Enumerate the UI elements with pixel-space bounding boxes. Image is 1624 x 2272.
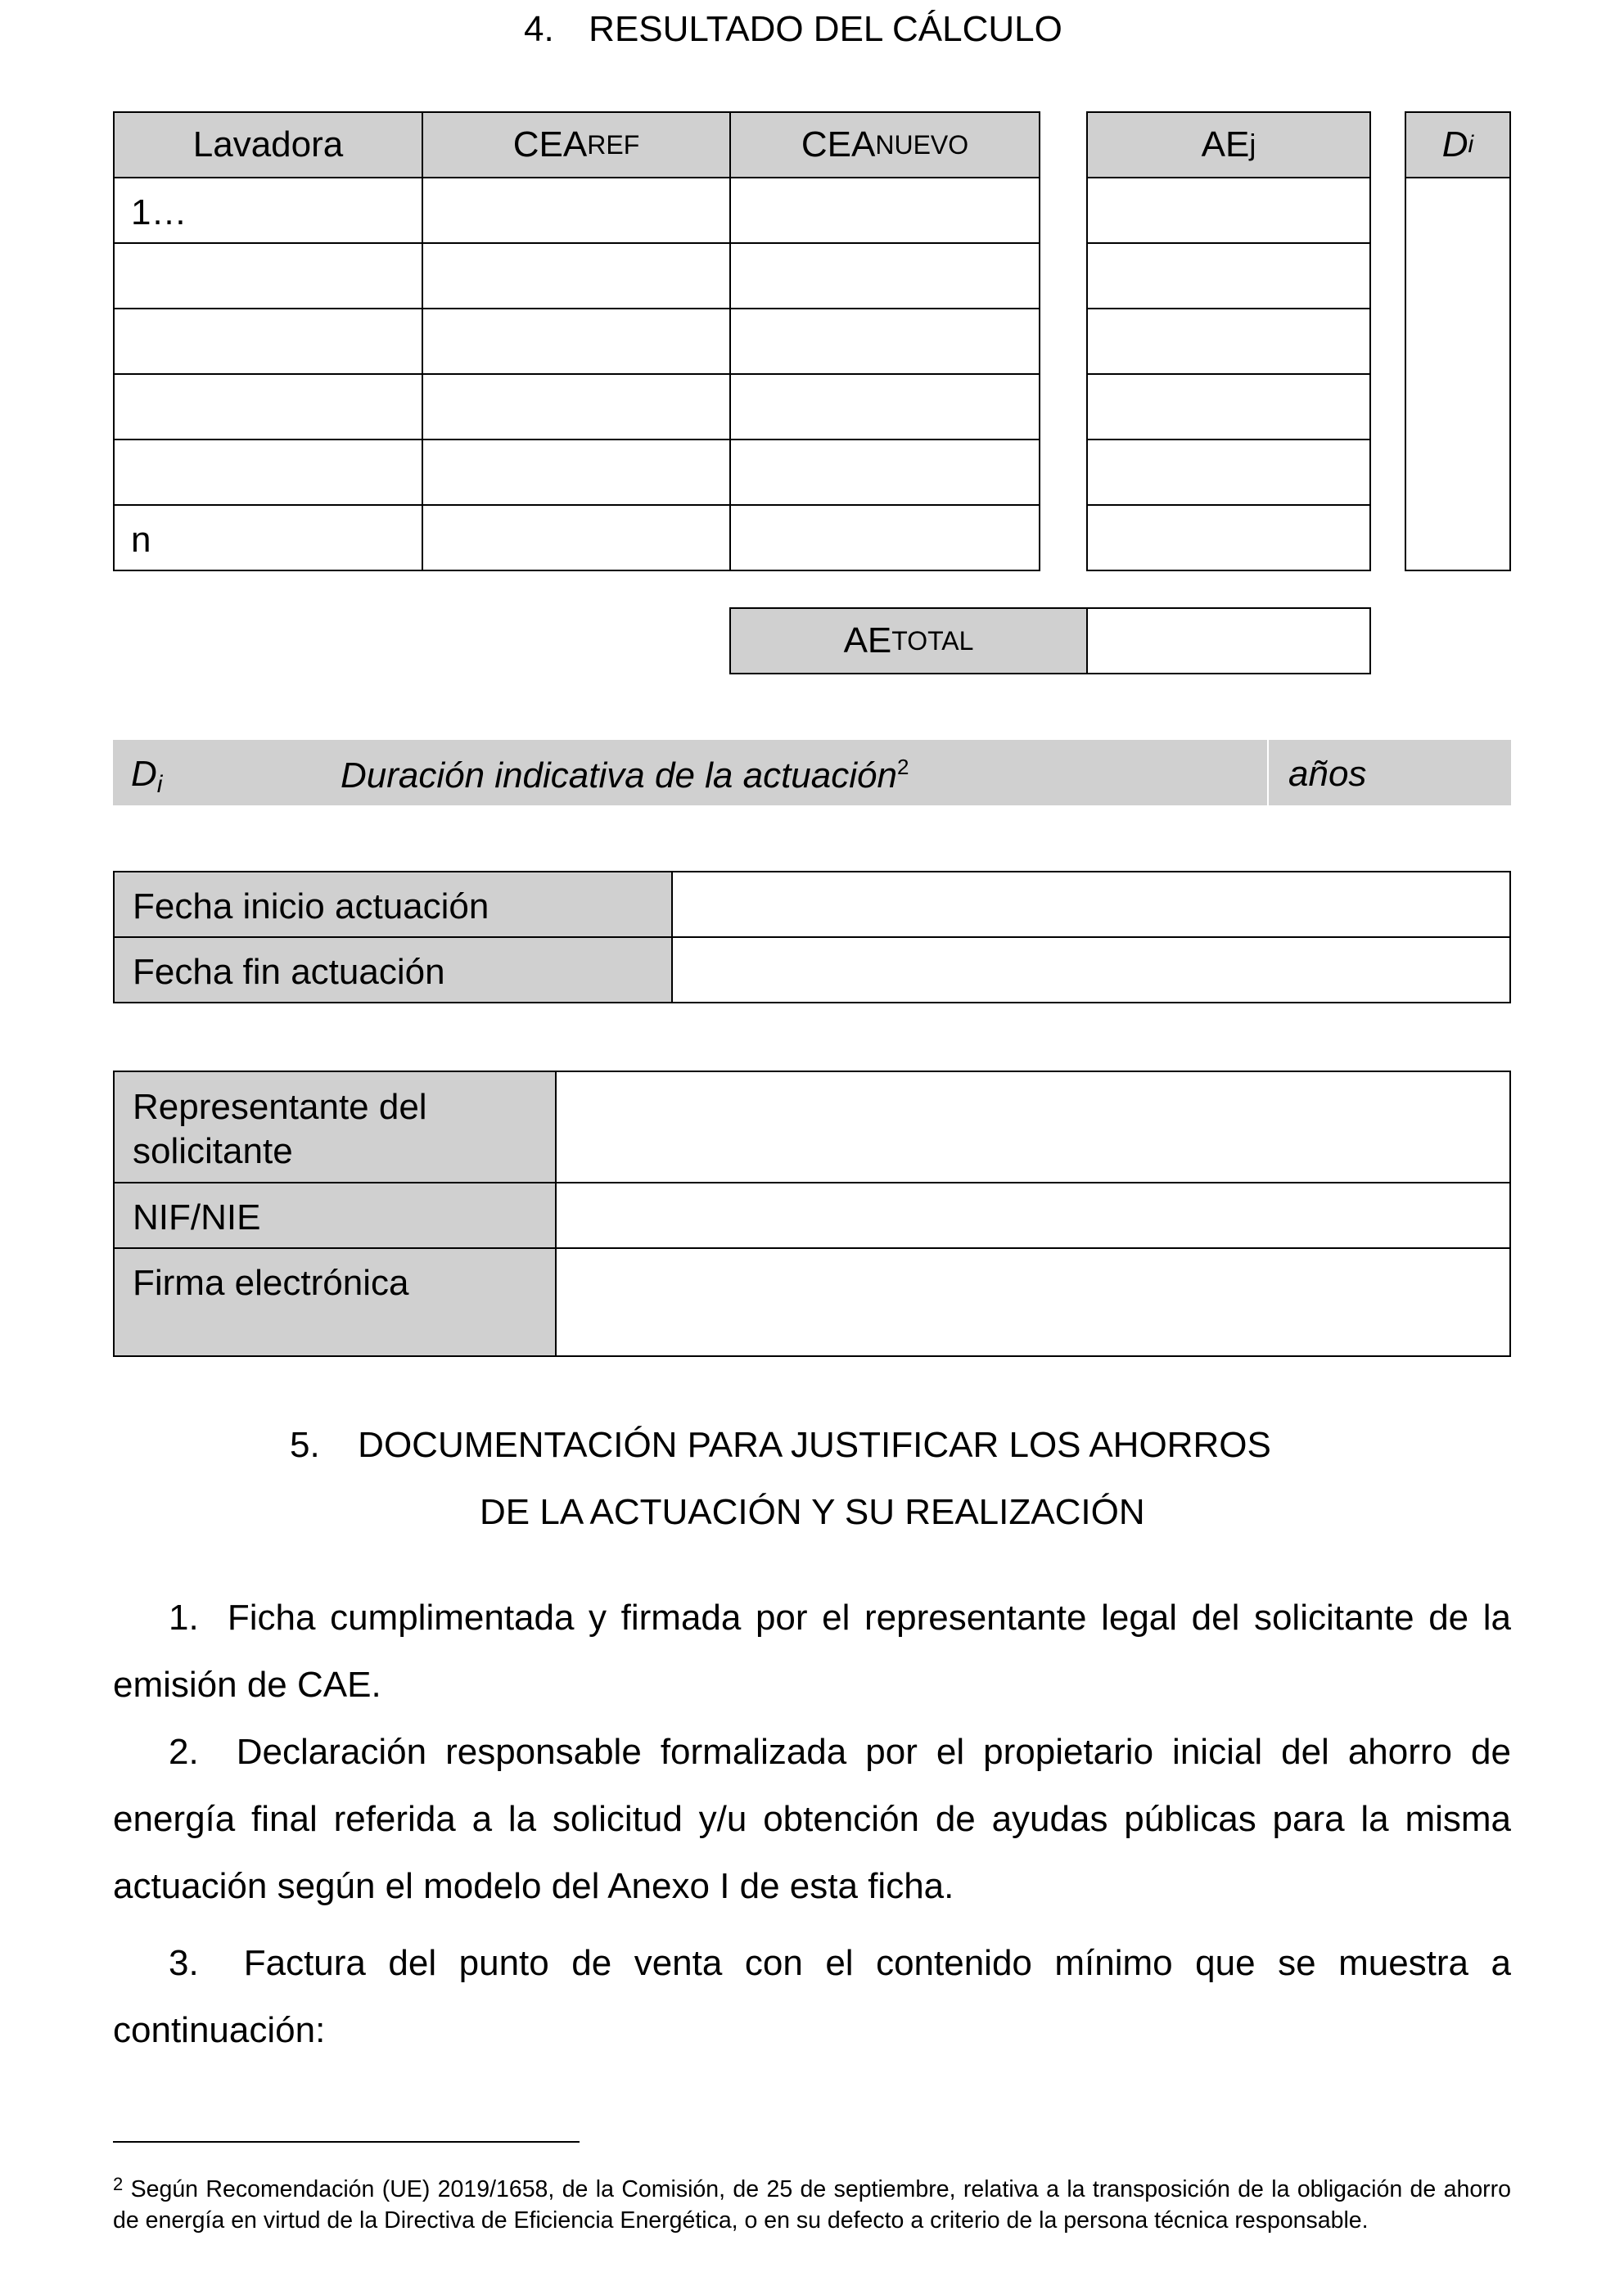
table-cell	[729, 373, 1040, 440]
signature-field[interactable]	[555, 1247, 1511, 1357]
duration-bar	[113, 740, 1511, 805]
section-4-title: RESULTADO DEL CÁLCULO	[589, 9, 1062, 49]
list-item-3	[113, 1930, 1511, 2064]
table-cell	[1086, 373, 1371, 440]
table-cell	[422, 439, 731, 506]
header-lavadora: Lavadora	[113, 111, 423, 178]
start-date-label: Fecha inicio actuación	[113, 871, 673, 938]
section-4-number: 4.	[524, 9, 554, 49]
section-5-heading-line2: DE LA ACTUACIÓN Y SU REALIZACIÓN	[480, 1492, 1145, 1532]
table-cell	[729, 242, 1040, 309]
duration-symbol: $D_i$	[131, 754, 163, 798]
list-item-text: Factura del punto de venta con el contenido mínimo que se muestra a continuación:	[113, 1943, 1511, 2050]
list-item-1	[113, 1585, 1511, 1719]
section-4-heading	[524, 11, 1062, 47]
footnote-mark: 2	[113, 2174, 124, 2194]
table-cell	[422, 373, 731, 440]
list-item-number: 2.	[169, 1732, 199, 1772]
end-date-field[interactable]	[671, 936, 1511, 1003]
section-5-heading-line1: 5. DOCUMENTACIÓN PARA JUSTIFICAR LOS AHORROS	[290, 1425, 1271, 1465]
table-cell	[1086, 439, 1371, 506]
duration-divider	[1267, 740, 1269, 805]
table-cell	[113, 373, 423, 440]
table-cell	[729, 439, 1040, 506]
list-item-text: Declaración responsable formalizada por el propietario inicial del ahorro de energía final referida a la solicitud y/u obtención de ayudas públicas para la misma actuación según el modelo del Anexo I de esta ficha.	[113, 1732, 1511, 1906]
end-date-label: Fecha fin actuación	[113, 936, 673, 1003]
header-ae-j: AE j	[1086, 111, 1371, 178]
table-cell	[422, 504, 731, 571]
representative-label: Representante del solicitante	[113, 1071, 557, 1183]
table-cell	[1086, 177, 1371, 244]
table-cell	[729, 308, 1040, 375]
list-item-number: 3.	[169, 1943, 199, 1983]
table-cell	[729, 177, 1040, 244]
footnote	[113, 2169, 1511, 2236]
table-cell	[113, 242, 423, 309]
header-cea-ref: CEA REF	[422, 111, 731, 178]
ae-total-label: AE TOTAL	[729, 607, 1088, 674]
signature-label: Firma electrónica	[113, 1247, 557, 1357]
table-cell	[1086, 308, 1371, 375]
table-cell	[422, 308, 731, 375]
table-cell	[1086, 504, 1371, 571]
d-i-column-body[interactable]	[1405, 177, 1511, 571]
nif-label: NIF/NIE	[113, 1182, 557, 1249]
header-cea-nuevo: CEA NUEVO	[729, 111, 1040, 178]
table-cell	[1086, 242, 1371, 309]
list-item-2	[113, 1719, 1511, 1920]
footnote-separator	[113, 2141, 580, 2143]
duration-unit: años	[1288, 754, 1367, 794]
nif-field[interactable]	[555, 1182, 1511, 1249]
header-d-i: D i	[1405, 111, 1511, 178]
table-cell	[729, 504, 1040, 571]
footnote-ref: 2	[896, 755, 909, 779]
representative-field[interactable]	[555, 1071, 1511, 1183]
list-item-text: Ficha cumplimentada y firmada por el representante legal del solicitante de la emisión de CAE.	[113, 1598, 1511, 1705]
section-5-number: 5.	[290, 1425, 320, 1465]
table-cell	[113, 439, 423, 506]
table-cell	[113, 308, 423, 375]
duration-label: Duración indicativa de la actuación$^2$	[341, 755, 909, 796]
ae-total-value[interactable]	[1086, 607, 1371, 674]
table-cell	[422, 242, 731, 309]
table-cell	[422, 177, 731, 244]
table-row-last-label: n	[113, 504, 423, 571]
footnote-text: Según Recomendación (UE) 2019/1658, de la Comisión, de 25 de septiembre, relativa a la transposición de la obligación de ahorro de energía en virtud de la Directiva de Eficiencia Energética, o en su defecto a criterio de la persona técnica responsable.	[113, 2176, 1511, 2234]
list-item-number: 1.	[169, 1598, 199, 1638]
table-row-first-label: 1…	[113, 177, 423, 244]
start-date-field[interactable]	[671, 871, 1511, 938]
